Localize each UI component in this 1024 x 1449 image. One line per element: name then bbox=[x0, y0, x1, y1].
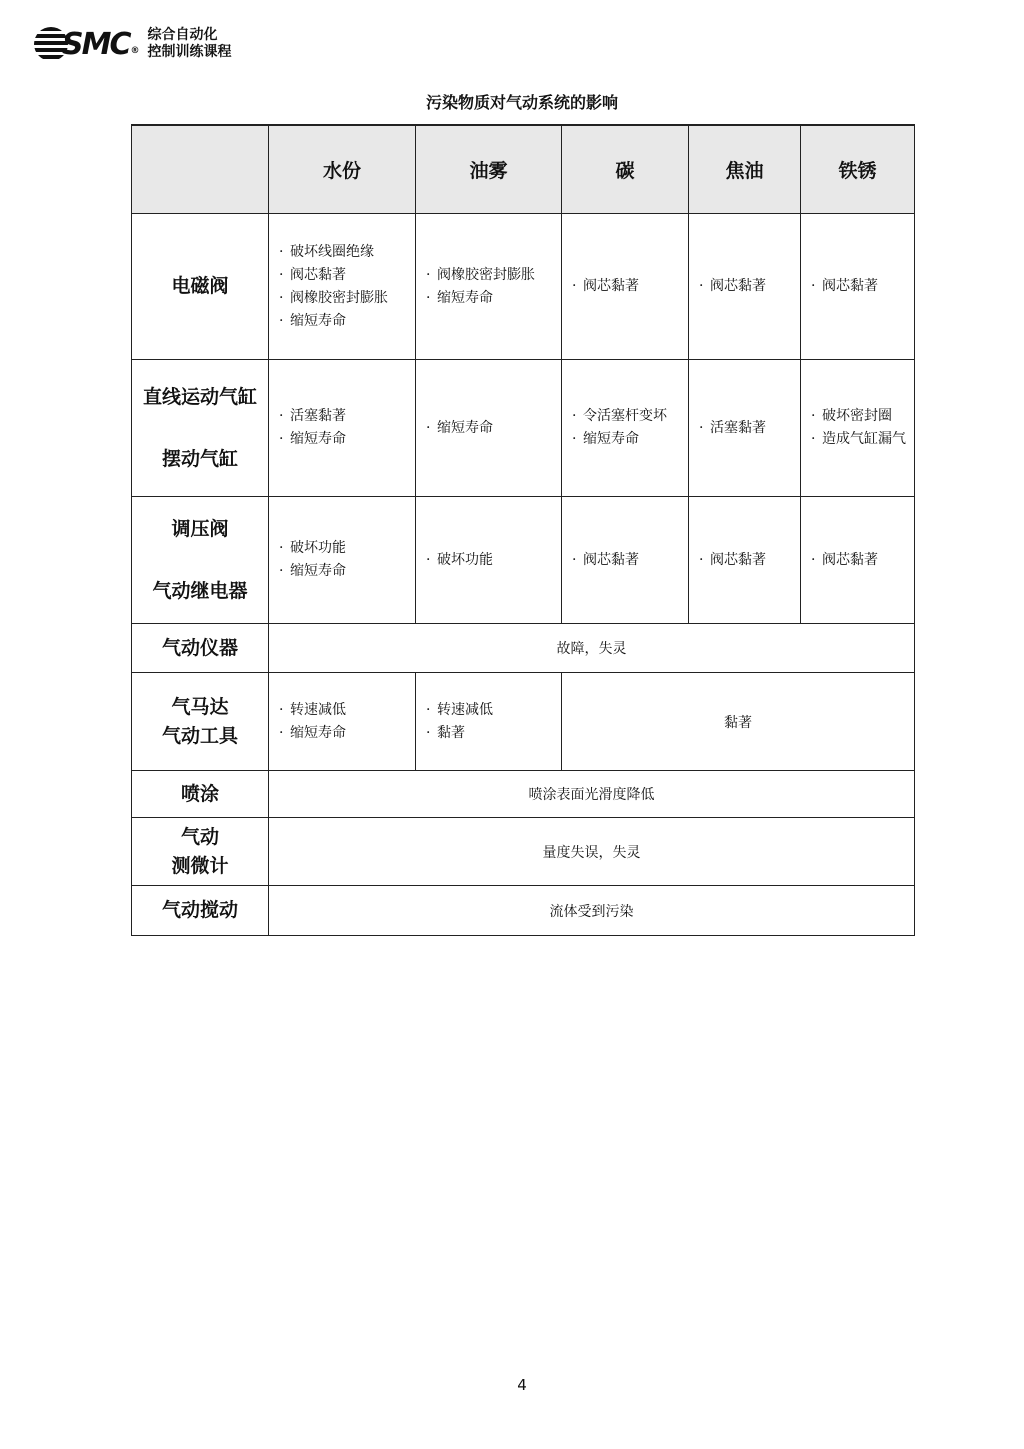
row-label-instrument: 气动仪器 bbox=[132, 624, 269, 673]
table-row bbox=[132, 673, 915, 771]
logo-subtitle-line1: 综合自动化 bbox=[147, 27, 218, 43]
cell-regulator-rust bbox=[801, 497, 915, 624]
logo-subtitle bbox=[147, 27, 231, 61]
list-item: · 造成气缸漏气 bbox=[811, 428, 914, 451]
list-item: · 转速减低 bbox=[279, 699, 415, 722]
list-item: · 缩短寿命 bbox=[426, 287, 561, 310]
table-row bbox=[132, 886, 915, 936]
brand-logo bbox=[34, 26, 231, 62]
table-row bbox=[132, 497, 915, 624]
list-item: · 转速减低 bbox=[426, 699, 561, 722]
logo-subtitle-line2: 控制训练课程 bbox=[147, 44, 232, 60]
cell-regulator-oil bbox=[416, 497, 562, 624]
cell-cylinder-oil bbox=[416, 360, 562, 497]
list-item: · 阀橡胶密封膨胀 bbox=[426, 264, 561, 287]
cell-regulator-carbon bbox=[562, 497, 689, 624]
table-row bbox=[132, 360, 915, 497]
logo-brand-text: SMC bbox=[62, 26, 130, 62]
header-carbon: 碳 bbox=[562, 125, 689, 214]
header-rust: 铁锈 bbox=[801, 125, 915, 214]
row-label-line: 直线运动气缸 bbox=[142, 385, 257, 408]
row-label-motor bbox=[132, 673, 269, 771]
list-item: · 缩短寿命 bbox=[279, 722, 415, 745]
list-item: · 破坏线圈绝缘 bbox=[279, 241, 415, 264]
cell-motor-water bbox=[269, 673, 416, 771]
header-corner bbox=[132, 125, 269, 214]
row-label-line: 气动 bbox=[180, 825, 219, 848]
table-row bbox=[132, 771, 915, 818]
list-item: · 阀橡胶密封膨胀 bbox=[279, 287, 415, 310]
row-label-line: 气马达 bbox=[171, 695, 229, 718]
list-item: · 阀芯黏著 bbox=[811, 275, 914, 298]
cell-cylinder-carbon bbox=[562, 360, 689, 497]
row-label-regulator bbox=[132, 497, 269, 624]
cell-mixer-all: 流体受到污染 bbox=[269, 886, 915, 936]
contamination-table bbox=[131, 124, 915, 936]
cell-regulator-water bbox=[269, 497, 416, 624]
row-label-line: 调压阀 bbox=[171, 517, 229, 540]
smc-logo-mark bbox=[34, 27, 139, 62]
cell-motor-oil bbox=[416, 673, 562, 771]
row-label-mixer: 气动搅动 bbox=[132, 886, 269, 936]
cell-cylinder-rust bbox=[801, 360, 915, 497]
list-item: · 阀芯黏著 bbox=[572, 549, 688, 572]
cell-solenoid-oil bbox=[416, 214, 562, 360]
list-item: · 活塞黏著 bbox=[279, 405, 415, 428]
cell-instrument-all: 故障，失灵 bbox=[269, 624, 915, 673]
page-title: 污染物质对气动系统的影响 bbox=[425, 93, 618, 112]
list-item: · 阀芯黏著 bbox=[699, 549, 800, 572]
cell-cylinder-tar bbox=[689, 360, 801, 497]
list-item: · 阀芯黏著 bbox=[699, 275, 800, 298]
row-label-cylinder bbox=[132, 360, 269, 497]
table-header-row bbox=[132, 125, 915, 214]
header-oil-mist: 油雾 bbox=[416, 125, 562, 214]
cell-gauge-all: 量度失误，失灵 bbox=[269, 818, 915, 886]
row-label-solenoid: 电磁阀 bbox=[132, 214, 269, 360]
row-label-spray: 喷涂 bbox=[132, 771, 269, 818]
cell-cylinder-water bbox=[269, 360, 416, 497]
header-tar: 焦油 bbox=[689, 125, 801, 214]
list-item: · 缩短寿命 bbox=[279, 310, 415, 333]
cell-solenoid-tar bbox=[689, 214, 801, 360]
list-item: · 缩短寿命 bbox=[426, 417, 561, 440]
list-item: · 破坏密封圈 bbox=[811, 405, 914, 428]
row-label-line: 气动工具 bbox=[161, 724, 238, 747]
list-item: · 缩短寿命 bbox=[572, 428, 688, 451]
table-row bbox=[132, 214, 915, 360]
row-label-line: 测微计 bbox=[171, 854, 229, 877]
list-item: · 阀芯黏著 bbox=[279, 264, 415, 287]
list-item: · 缩短寿命 bbox=[279, 560, 415, 583]
list-item: · 缩短寿命 bbox=[279, 428, 415, 451]
cell-solenoid-carbon bbox=[562, 214, 689, 360]
row-label-line: 气动继电器 bbox=[152, 579, 248, 602]
row-label-line: 摆动气缸 bbox=[161, 447, 238, 470]
cell-spray-all: 喷涂表面光滑度降低 bbox=[269, 771, 915, 818]
list-item: · 令活塞杆变坏 bbox=[572, 405, 688, 428]
cell-solenoid-water bbox=[269, 214, 416, 360]
cell-regulator-tar bbox=[689, 497, 801, 624]
cell-solenoid-rust bbox=[801, 214, 915, 360]
list-item: · 阀芯黏著 bbox=[811, 549, 914, 572]
list-item: · 黏著 bbox=[426, 722, 561, 745]
list-item: · 破坏功能 bbox=[426, 549, 561, 572]
list-item: · 阀芯黏著 bbox=[572, 275, 688, 298]
list-item: · 破坏功能 bbox=[279, 537, 415, 560]
cell-motor-others: 黏著 bbox=[562, 673, 915, 771]
header-water: 水份 bbox=[269, 125, 416, 214]
row-label-gauge bbox=[132, 818, 269, 886]
list-item: · 活塞黏著 bbox=[699, 417, 800, 440]
table-row bbox=[132, 818, 915, 886]
registered-mark: ® bbox=[130, 46, 140, 56]
table-row bbox=[132, 624, 915, 673]
page-number: 4 bbox=[517, 1376, 527, 1394]
